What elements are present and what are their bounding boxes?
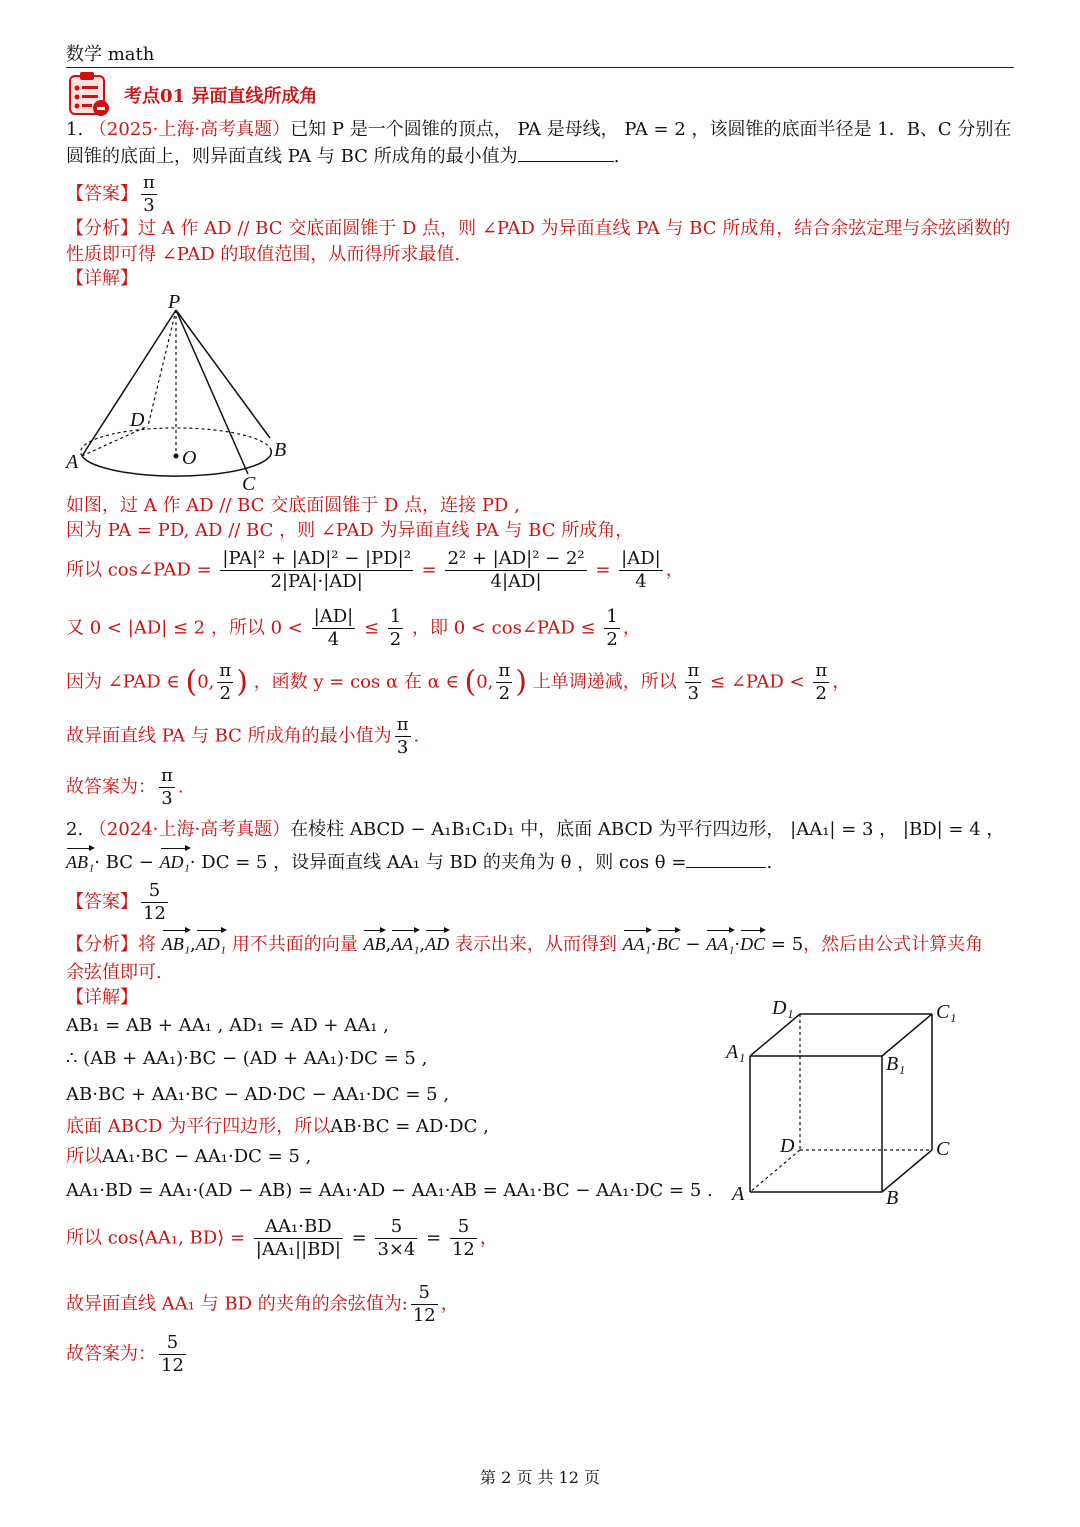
q2-answer: 【答案】 $\frac{5}{12}$: [66, 880, 166, 924]
q1-analysis-line2: 性质即可得 ∠PAD 的取值范围，从而得所求最值.: [66, 244, 461, 265]
q2-eq4: 底面 ABCD 为平行四边形，所以AB·BC = AD·DC ,: [66, 1116, 489, 1137]
q2-eq6: AA₁·BD = AA₁·(AD − AB) = AA₁·AD − AA₁·AB = AA₁·BC − AA₁·DC = 5 .: [66, 1180, 713, 1201]
q1-analysis-line1: 【分析】过 A 作 AD // BC 交底面圆锥于 D 点，则 ∠PAD 为异面直线 PA 与 BC 所成角，结合余弦定理与余弦函数的: [66, 218, 1011, 239]
q1-detail-label: 【详解】: [66, 268, 138, 289]
cone-figure: [62, 288, 302, 493]
q1-answer: 【答案】 $\frac{\pi}{3}$: [66, 172, 155, 216]
answer-blank: [518, 143, 614, 162]
q1-final-answer: 故答案为： $\frac{\pi}{3}$ .: [66, 765, 184, 809]
answer-blank: [686, 849, 766, 868]
q1-step5: 因为 ∠PAD ∈ (0, $\frac{\pi}{2}$ ) ，函数 y = cos α 在 α ∈ (0, $\frac{\pi}{2}$ ) 上单调递减，所以 $\frac{\pi}{3}$ ≤ ∠PAD < $\frac{\pi}{2}$ ，: [66, 660, 851, 704]
svg-text:A₁: A₁: [726, 1041, 746, 1063]
q1-step1: 如图，过 A 作 AD // BC 交底面圆锥于 D 点，连接 PD ,: [66, 495, 520, 516]
q2-eq3: AB·BC + AA₁·BC − AD·DC − AA₁·DC = 5 ,: [66, 1084, 450, 1105]
q2-stem-line1: 2. （2024·上海·高考真题）在棱柱 ABCD − A₁B₁C₁D₁ 中，底面 ABCD 为平行四边形， |AA₁| = 3 ， |BD| = 4 ，: [66, 819, 1005, 840]
page-footer: 第 2 页 共 12 页: [480, 1468, 600, 1487]
svg-text:P: P: [168, 291, 181, 313]
q2-final-answer: 故答案为： $\frac{5}{12}$: [66, 1332, 184, 1376]
svg-text:B: B: [274, 439, 287, 461]
prism-figure: [722, 990, 972, 1210]
q1-stem-line2: 圆锥的底面上，则异面直线 PA 与 BC 所成角的最小值为 .: [66, 143, 619, 170]
q1-step3: 所以 cos∠PAD = $\frac{\text{|PA|² + |AD|² − |PD|²}}{2|PA|\cdot|AD|}$ = $\frac{\text{2² + |AD|² − 2²}}{4|AD|}$ = $\frac{|AD|}{4}$ ，: [66, 548, 684, 592]
svg-text:A: A: [732, 1183, 745, 1205]
svg-text:D: D: [130, 409, 145, 431]
q1-step2: 因为 PA = PD, AD // BC ，则 ∠PAD 为异面直线 PA 与 BC 所成角，: [66, 520, 634, 541]
svg-text:A: A: [66, 451, 79, 473]
header-rule: [66, 67, 1014, 68]
svg-text:C: C: [936, 1138, 950, 1160]
q2-eq5: 所以AA₁·BC − AA₁·DC = 5 ,: [66, 1146, 312, 1167]
q2-detail-label: 【详解】: [66, 987, 138, 1008]
q1-step6: 故异面直线 PA 与 BC 所成角的最小值为 $\frac{\pi}{3}$ .: [66, 714, 420, 758]
q2-analysis-line2: 余弦值即可.: [66, 962, 162, 983]
svg-text:O: O: [182, 447, 197, 469]
svg-text:C: C: [242, 473, 256, 493]
svg-text:D: D: [780, 1135, 795, 1157]
q2-eq7: 所以 cos⟨AA₁, BD⟩ = $\frac{\text{AA₁·BD}}{\text{|AA₁||BD|}}$ = $\frac{5}{3\times 4}$ = $\frac{5}{12}$ ，: [66, 1216, 498, 1260]
q2-eq1: AB₁ = AB + AA₁ , AD₁ = AD + AA₁ ,: [66, 1015, 389, 1036]
svg-text:B₁: B₁: [886, 1053, 906, 1075]
svg-text:C₁: C₁: [936, 1001, 957, 1023]
q2-eq8: 故异面直线 AA₁ 与 BD 的夹角的余弦值为: $\frac{5}{12}$ ，: [66, 1282, 459, 1326]
q1-step4: 又 0 < |AD| ≤ 2 ，所以 0 < $\frac{|AD|}{4}$ ≤ $\frac{1}{2}$ ，即 0 < cos∠PAD ≤ $\frac{1}{2}$ ，: [66, 606, 641, 650]
svg-text:B: B: [886, 1187, 899, 1209]
page-header-subject: 数学 math: [66, 44, 155, 65]
section-title: 考点01 异面直线所成角: [124, 86, 318, 107]
clipboard-checklist-icon: [66, 70, 112, 118]
q2-analysis-line1: 【分析】将 AB₁,AD₁ 用不共面的向量 AB,AA₁,AD 表示出来，从而得到 AA₁·BC − AA₁·DC = 5，然后由公式计算夹角: [66, 931, 983, 958]
svg-text:D₁: D₁: [772, 997, 794, 1019]
q2-eq2: ∴ (AB + AA₁)·BC − (AD + AA₁)·DC = 5 ,: [66, 1048, 428, 1069]
q1-stem-line1: 1. （2025·上海·高考真题）已知 P 是一个圆锥的顶点， PA 是母线， PA = 2 ，该圆锥的底面半径是 1．B、C 分别在: [66, 119, 1012, 140]
q2-stem-line2: AB₁· BC − AD₁· DC = 5 ，设异面直线 AA₁ 与 BD 的夹角为 θ ，则 cos θ = .: [66, 849, 772, 876]
